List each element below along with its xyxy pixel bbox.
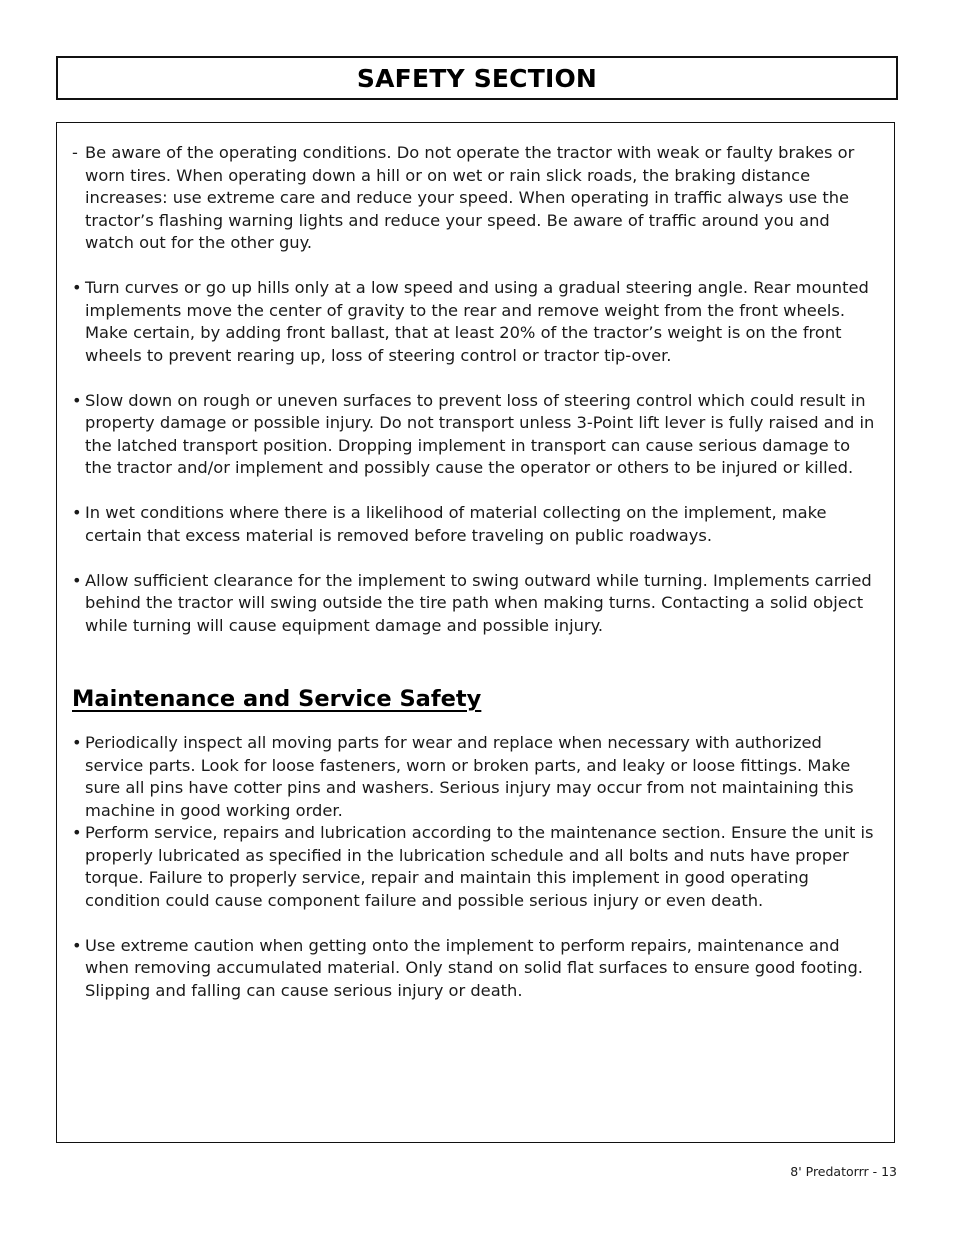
safety-item-clearance <box>72 570 876 638</box>
item-text: Allow sufficient clearance for the implement to swing outward while turning. Implements carried behind the tractor will swing outside the tire path when making turns. Contacting a solid object while turning will cause equipment damage and possible injury. <box>85 570 872 635</box>
maintenance-item-service <box>72 822 876 912</box>
safety-item-rough-surfaces <box>72 390 876 480</box>
page-footer: 8' Predatorrr - 13 <box>790 1164 897 1179</box>
maintenance-item-caution <box>72 935 876 1003</box>
page-title: SAFETY SECTION <box>356 63 598 93</box>
item-text: Use extreme caution when getting onto the implement to perform repairs, maintenance and when removing accumulated material. Only stand on solid flat surfaces to ensure good footing. Slipping and falling can cause serious injury or death. <box>85 935 863 1000</box>
dash-marker: - <box>72 143 78 162</box>
item-text: Periodically inspect all moving parts for wear and replace when necessary with authorized service parts. Look for loose fasteners, worn or broken parts, and leaky or loose fittings. Make sure all pins have cotter pins and washers. Serious injury may occur from not maintaining this machine in good working order. <box>85 733 854 820</box>
bullet-marker: • <box>72 570 82 590</box>
bullet-marker: • <box>72 823 82 842</box>
bullet-marker: • <box>72 733 82 752</box>
maintenance-heading-text: Maintenance and Service Safety <box>72 686 482 712</box>
item-text: Turn curves or go up hills only at a low speed and using a gradual steering angle. Rear mounted implements move the center of gravity to the rear and remove weight from the front wheels. Make certain, by adding front ballast, that at least 20% of the tractor’s weight is on the front wheels to prevent rearing up, loss of steering control or tractor tip-over. <box>85 278 869 365</box>
safety-item-conditions <box>72 142 876 255</box>
section-title-box <box>56 56 898 100</box>
item-text: In wet conditions where there is a likelihood of material collecting on the implement, make certain that excess material is removed before traveling on public roadways. <box>85 503 827 545</box>
safety-item-curves <box>72 277 876 367</box>
safety-item-wet-conditions <box>72 502 876 547</box>
bullet-marker: • <box>72 390 82 410</box>
item-text: Perform service, repairs and lubrication according to the maintenance section. Ensure the unit is properly lubricated as specified in the lubrication schedule and all bolts and nuts have proper torque. Failure to properly service, repair and maintain this implement in good operating condition could cause component failure and possible serious injury or even death. <box>85 823 874 910</box>
item-text: Slow down on rough or uneven surfaces to prevent loss of steering control which could result in property damage or possible injury. Do not transport unless 3-Point lift lever is fully raised and in the latched transport position. Dropping implement in transport can cause serious damage to the tractor and/or implement and possibly cause the operator or others to be injured or killed. <box>85 390 875 477</box>
item-text: Be aware of the operating conditions. Do not operate the tractor with weak or faulty brakes or worn tires. When operating down a hill or on wet or rain slick roads, the braking distance increases: use extreme care and reduce your speed. When operating in traffic always use the tractor’s flashing warning lights and reduce your speed. Be aware of traffic around you and watch out for the other guy. <box>85 143 855 252</box>
maintenance-heading <box>72 684 876 714</box>
bullet-marker: • <box>72 278 82 297</box>
maintenance-item-inspect <box>72 732 876 822</box>
bullet-marker: • <box>72 503 82 522</box>
bullet-marker: • <box>72 935 82 955</box>
content-box <box>56 122 895 1143</box>
